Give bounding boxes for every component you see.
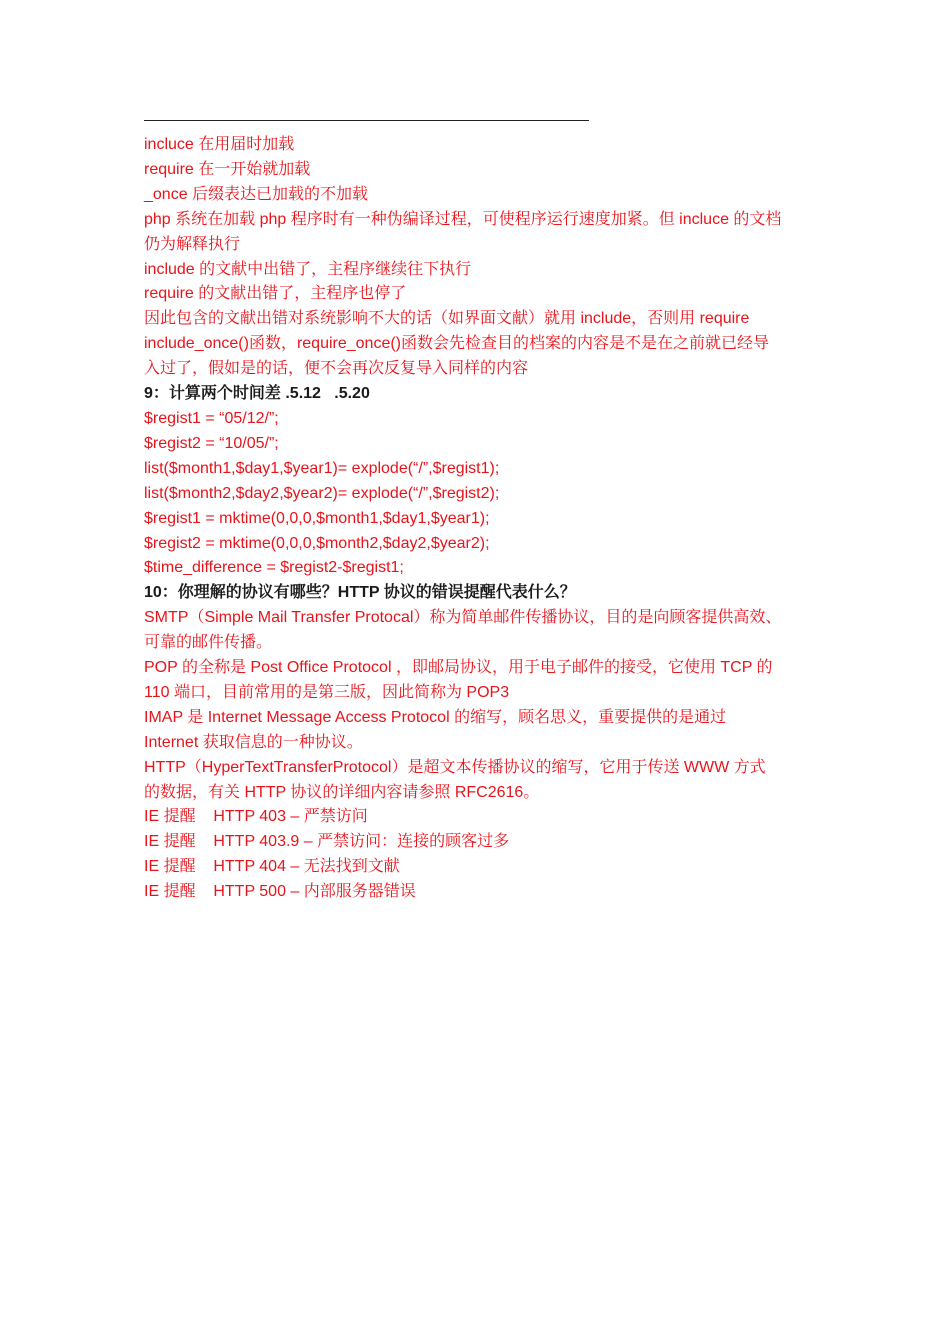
horizontal-rule (144, 120, 589, 121)
text-line: SMTP（Simple Mail Transfer Protocal）称为简单邮件传播协议，目的是向顾客提供高效、 (144, 609, 782, 627)
text-line: Internet 获取信息的一种协议。 (144, 733, 363, 751)
code-line: list($month2,$day2,$year2)= explode(“/”,$regist2); (144, 484, 500, 502)
http-error-line: IE 提醒 HTTP 403 – 严禁访问 (144, 808, 368, 826)
text-line: incluce 在用届时加载 (144, 136, 295, 153)
http-error-line: IE 提醒 HTTP 500 – 内部服务器错误 (144, 883, 416, 901)
text-line: 入过了，假如是的话，便不会再次反复导入同样的内容 (144, 360, 529, 378)
text-line: require 的文献出错了，主程序也停了 (144, 285, 407, 303)
code-line: $regist2 = “10/05/”; (144, 434, 279, 452)
text-line: _once 后缀表达已加载的不加载 (144, 185, 369, 203)
text-line: 因此包含的文献出错对系统影响不大的话（如界面文献）就用 include，否则用 require (144, 310, 750, 328)
question-heading: 9：计算两个时间差 .5.12 .5.20 (144, 385, 370, 403)
text-line: HTTP（HyperTextTransferProtocol）是超文本传播协议的缩写，它用于传送 WWW 方式 (144, 758, 766, 776)
code-line: $regist2 = mktime(0,0,0,$month2,$day2,$year2); (144, 534, 490, 552)
code-line: $regist1 = mktime(0,0,0,$month1,$day1,$year1); (144, 509, 490, 527)
text-line: 的数据，有关 HTTP 协议的详细内容请参照 RFC2616。 (144, 783, 540, 801)
code-line: list($month1,$day1,$year1)= explode(“/”,$regist1); (144, 459, 500, 477)
text-line: IMAP 是 Internet Message Access Protocol 的缩写，顾名思义，重要提供的是通过 (144, 708, 727, 726)
text-line: php 系统在加载 php 程序时有一种伪编译过程，可使程序运行速度加紧。但 incluce 的文档 (144, 210, 782, 228)
text-line: require 在一开始就加载 (144, 160, 311, 178)
question-heading: 10：你理解的协议有哪些？HTTP 协议的错误提醒代表什么？ (144, 584, 576, 602)
code-line: $time_difference = $regist2-$regist1; (144, 559, 404, 577)
http-error-line: IE 提醒 HTTP 404 – 无法找到文献 (144, 858, 400, 876)
text-line: include 的文献中出错了，主程序继续往下执行 (144, 260, 472, 278)
document-body (144, 120, 824, 905)
text-line: 110 端口，目前常用的是第三版，因此简称为 POP3 (144, 683, 510, 701)
text-line: 可靠的邮件传播。 (144, 634, 273, 652)
http-error-line: IE 提醒 HTTP 403.9 – 严禁访问：连接的顾客过多 (144, 833, 510, 851)
text-line: 仍为解释执行 (144, 235, 241, 253)
text-line: POP 的全称是 Post Office Protocol ，即邮局协议，用于电子邮件的接受，它使用 TCP 的 (144, 659, 773, 677)
text-line: include_once()函数，require_once()函数会先检查目的档案的内容是不是在之前就已经导 (144, 335, 770, 353)
code-line: $regist1 = “05/12/”; (144, 409, 279, 427)
